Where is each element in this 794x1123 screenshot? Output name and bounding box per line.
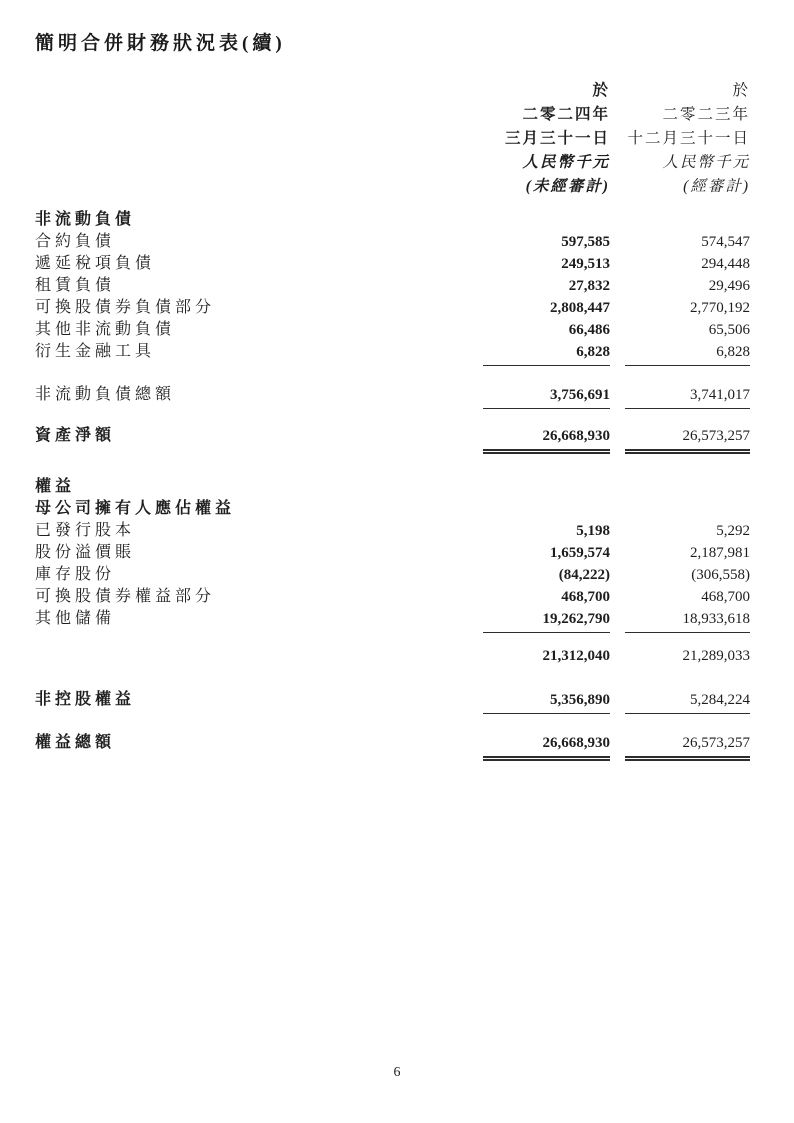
value-2024: (84,222) — [558, 567, 610, 583]
value-2024: 249,513 — [561, 256, 610, 272]
table-row — [35, 732, 750, 761]
row-label: 租賃負債 — [35, 277, 116, 294]
table-row — [35, 520, 750, 542]
table-row — [35, 425, 750, 454]
value-2024: 21,312,040 — [542, 648, 610, 664]
value-2024: 19,262,790 — [483, 608, 610, 633]
value-2023: 294,448 — [701, 256, 750, 272]
table-row — [35, 608, 750, 633]
row-label: 遞延稅項負債 — [35, 255, 156, 272]
value-2024: 26,668,930 — [483, 732, 610, 761]
table-row — [35, 564, 750, 586]
value-2023: (306,558) — [691, 567, 750, 583]
value-2023: 6,828 — [625, 341, 750, 366]
value-2023: 5,292 — [716, 523, 750, 539]
table-row — [35, 384, 750, 409]
row-label: 其他非流動負債 — [35, 321, 176, 338]
table-header — [35, 79, 750, 199]
page-number: 6 — [393, 1065, 401, 1080]
row-label: 權益總額 — [35, 734, 116, 751]
table-row — [35, 297, 750, 319]
table-row — [35, 253, 750, 275]
header-col-2023 — [625, 79, 750, 199]
row-label: 股份溢價賬 — [35, 544, 136, 561]
header-line: 人民幣千元 — [522, 154, 610, 171]
value-2024: 66,486 — [568, 322, 610, 338]
row-label: 非流動負債總額 — [35, 386, 176, 403]
value-2023: 26,573,257 — [625, 732, 750, 761]
header-line: 十二月三十一日 — [627, 130, 750, 147]
row-label: 已發行股本 — [35, 522, 136, 539]
value-2024: 6,828 — [483, 341, 610, 366]
financial-table — [35, 209, 750, 761]
row-label: 合約負債 — [35, 233, 116, 250]
value-2023: 2,770,192 — [690, 300, 750, 316]
row-label: 庫存股份 — [35, 566, 116, 583]
value-2024: 2,808,447 — [550, 300, 610, 316]
value-2023: 468,700 — [701, 589, 750, 605]
value-2024: 597,585 — [561, 234, 610, 250]
row-label: 母公司擁有人應佔權益 — [35, 500, 236, 517]
header-line: (未經審計) — [525, 178, 610, 195]
value-2023: 18,933,618 — [625, 608, 750, 633]
table-row — [35, 231, 750, 253]
value-2023: 2,187,981 — [690, 545, 750, 561]
table-row — [35, 542, 750, 564]
header-line: 於 — [732, 82, 750, 99]
value-2023: 5,284,224 — [625, 689, 750, 714]
value-2024: 1,659,574 — [550, 545, 610, 561]
header-line: (經審計) — [683, 178, 750, 195]
header-col-2024 — [483, 79, 610, 199]
value-2024: 5,356,890 — [483, 689, 610, 714]
table-row — [35, 645, 750, 667]
value-2023: 574,547 — [701, 234, 750, 250]
value-2024: 3,756,691 — [483, 384, 610, 409]
table-row — [35, 341, 750, 366]
row-label: 其他儲備 — [35, 610, 116, 627]
header-line: 二零二四年 — [522, 106, 610, 123]
value-2023: 29,496 — [708, 278, 750, 294]
value-2023: 26,573,257 — [625, 425, 750, 454]
value-2023: 3,741,017 — [625, 384, 750, 409]
row-label: 資產淨額 — [35, 427, 116, 444]
value-2024: 26,668,930 — [483, 425, 610, 454]
row-label: 非流動負債 — [35, 211, 136, 228]
table-row — [35, 275, 750, 297]
table-row — [35, 319, 750, 341]
value-2023: 65,506 — [708, 322, 750, 338]
header-line: 二零二三年 — [662, 106, 750, 123]
header-line: 於 — [592, 82, 610, 99]
row-label: 權益 — [35, 478, 76, 495]
header-line: 三月三十一日 — [504, 130, 610, 147]
row-label: 衍生金融工具 — [35, 343, 156, 360]
table-row — [35, 476, 750, 498]
row-label: 可換股債券權益部分 — [35, 588, 216, 605]
value-2024: 5,198 — [576, 523, 610, 539]
table-row — [35, 586, 750, 608]
table-row — [35, 689, 750, 714]
row-label: 非控股權益 — [35, 691, 136, 708]
table-row — [35, 498, 750, 520]
page-title: 簡明合併財務狀況表(續) — [35, 33, 286, 54]
value-2024: 468,700 — [561, 589, 610, 605]
header-line: 人民幣千元 — [662, 154, 750, 171]
row-label: 可換股債券負債部分 — [35, 299, 216, 316]
table-row — [35, 209, 750, 231]
value-2023: 21,289,033 — [682, 648, 750, 664]
value-2024: 27,832 — [568, 278, 610, 294]
